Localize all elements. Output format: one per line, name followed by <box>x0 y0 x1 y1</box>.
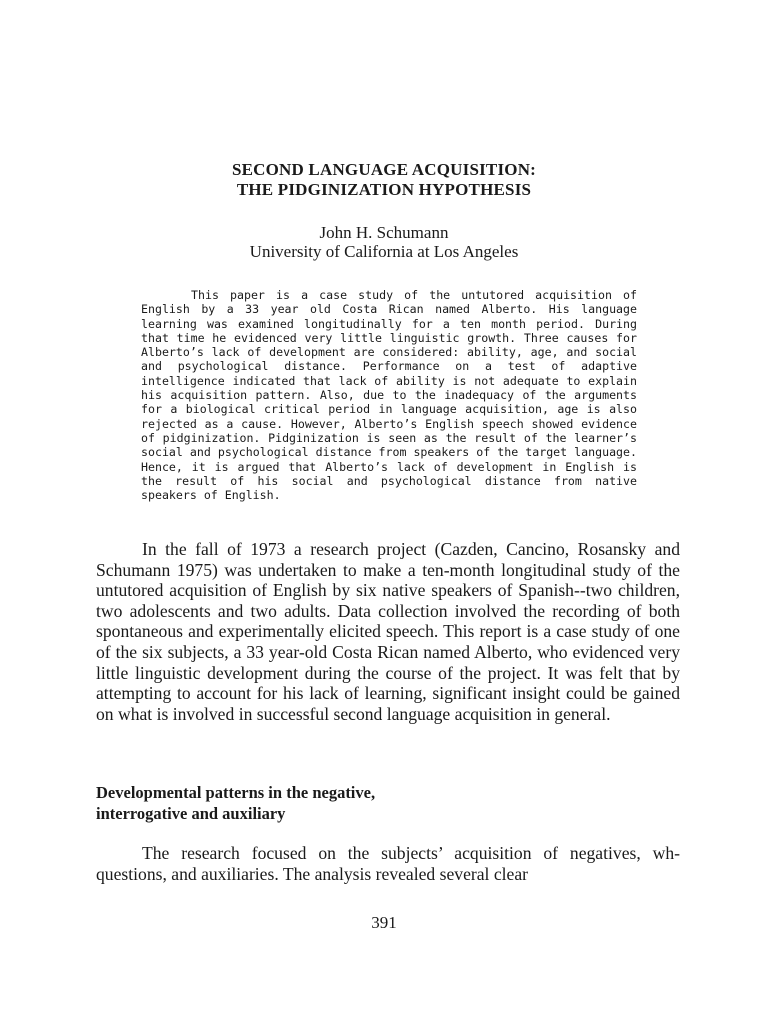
section-heading-line-1: Developmental patterns in the negative, <box>96 783 376 802</box>
paper-title-line-1: SECOND LANGUAGE ACQUISITION: <box>231 160 537 179</box>
page-number: 391 <box>371 913 397 932</box>
abstract: This paper is a case study of the untutored acquisition of English by a 33 year old Costa Rican named Alberto. His language learning was examined longitudinally for a ten month period. During that time he evidenced very little linguistic growth. Three causes for Alberto’s lack of development are considered: ability, age, and social and psychological distance. Performance on a test of adaptive intelligence indicated that lack of ability is not adequate to explain his acquisition pattern. Also, due to the inadequacy of the arguments for a biological critical period in language acquisition, age is also rejected as a cause. However, Alberto’s English speech showed evidence of pidginization. Pidginization is seen as the result of the learner’s social and psychological distance from speakers of the target language. Hence, it is argued that Alberto’s lack of development in English is the result of his social and psychological distance from native speakers of English. <box>141 288 637 503</box>
paper-title-line-2: THE PIDGINIZATION HYPOTHESIS <box>236 180 532 199</box>
section-heading <box>96 783 680 824</box>
body-paragraph-1: In the fall of 1973 a research project (Cazden, Cancino, Rosansky and Schumann 1975) was undertaken to make a ten-month longitudinal study of the untutored acquisition of English by six native speakers of Spanish--two children, two adolescents and two adults. Data collection involved the recording of both spontaneous and experimentally elicited speech. This report is a case study of one of the six subjects, a 33 year-old Costa Rican named Alberto, who evidenced very little linguistic development during the course of the project. It was felt that by attempting to account for his lack of learning, significant insight could be gained on what is involved in successful second language acquisition in general. <box>96 539 680 724</box>
section-heading-line-2: interrogative and auxiliary <box>96 803 286 823</box>
author-name: John H. Schumann <box>319 223 449 242</box>
author-affiliation: University of California at Los Angeles <box>249 242 519 261</box>
body-paragraph-2: The research focused on the subjects’ acquisition of negatives, wh- questions, and auxiliaries. The analysis revealed several clear <box>96 843 680 884</box>
